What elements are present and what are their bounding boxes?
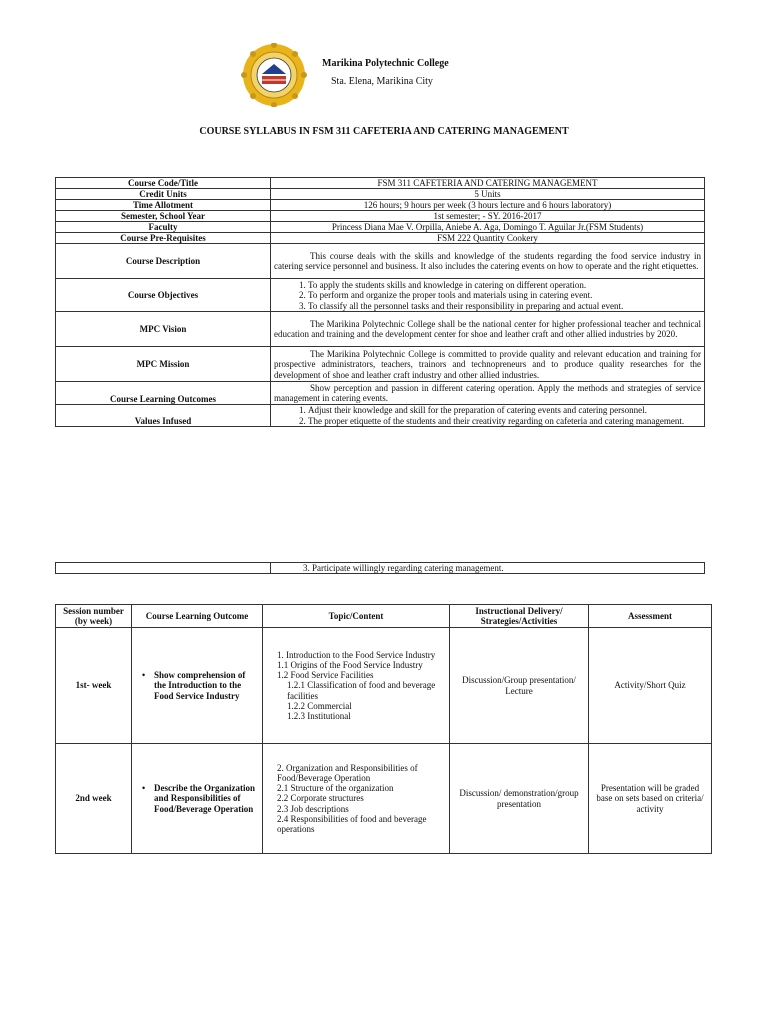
info-row-vision [56, 312, 705, 347]
vision-text: The Marikina Polytechnic College shall be the national center for higher professional teacher and technical education and training and the development center for shoe and leather craft and other allied industries by 2020. [274, 319, 701, 340]
table-row [56, 628, 712, 744]
outcome-text: Show comprehension of the Introduction to the Food Service Industry [154, 670, 246, 701]
page-title: COURSE SYLLABUS IN FSM 311 CAFETERIA AND CATERING MANAGEMENT [199, 126, 569, 137]
info-row-values [56, 405, 705, 426]
topic-line: 2.4 Responsibilities of food and beverage operations [277, 813, 427, 834]
semester-label: Semester, School Year [56, 211, 271, 222]
bullet-icon: • [142, 783, 146, 794]
course-code-value: FSM 311 CAFETERIA AND CATERING MANAGEMENT [271, 178, 705, 189]
topic-line: 2.2 Corporate structures [277, 793, 364, 804]
values-continued-label [56, 563, 271, 574]
assessment-cell: Presentation will be graded base on sets based on criteria/ activity [589, 744, 712, 854]
time-allotment-label: Time Allotment [56, 200, 271, 211]
value-item: 1. Adjust their knowledge and skill for the preparation of catering events and catering personnel. [308, 405, 701, 415]
info-row-course-code [56, 178, 705, 189]
bullet-icon: • [142, 670, 146, 681]
info-row-outcomes [56, 382, 705, 405]
objective-item: 2. To perform and organize the proper tools and materials using in catering event. [308, 290, 701, 300]
topic-line: 1.1 Origins of the Food Service Industry [277, 660, 423, 671]
values-label: Values Infused [56, 405, 271, 426]
values-value [271, 405, 705, 426]
outcome-cell [132, 628, 263, 744]
description-label: Course Description [56, 244, 271, 279]
mission-value [271, 347, 705, 382]
vision-value [271, 312, 705, 347]
schedule-header-row [56, 605, 712, 628]
header-delivery: Instructional Delivery/ Strategies/Activities [450, 605, 589, 628]
value-item: 2. The proper etiquette of the students and their creativity regarding on cafeteria and catering management. [308, 416, 701, 426]
topic-line: 1. Introduction to the Food Service Industry [277, 650, 436, 661]
topic-line: 1.2 Food Service Facilities [277, 670, 374, 681]
prerequisites-value: FSM 222 Quantity Cookery [271, 233, 705, 244]
info-row-time [56, 200, 705, 211]
objectives-value [271, 279, 705, 312]
topic-line: 1.2.1 Classification of food and beverage facilities [287, 680, 436, 701]
info-row-objectives [56, 279, 705, 312]
credit-units-label: Credit Units [56, 189, 271, 200]
college-name: Marikina Polytechnic College [322, 58, 449, 69]
header-outcome: Course Learning Outcome [132, 605, 263, 628]
mission-text: The Marikina Polytechnic College is committed to provide quality and relevant education and training for prospective administrators, teachers, trainors and technopreneurs and to produce quality researches for the development of shoe and leather craft industry and other allied industries. [274, 349, 701, 380]
description-text: This course deals with the skills and knowledge of the students regarding the food service industry in catering service personnel and business. It also includes the catering events on how to operate and the right etiquettes. [274, 251, 701, 272]
outcome-cell [132, 744, 263, 854]
credit-units-value: 5 Units [271, 189, 705, 200]
weekly-schedule-table [55, 604, 712, 854]
info-row-prereq [56, 233, 705, 244]
topic-line: 2.3 Job descriptions [277, 803, 349, 814]
values-continued-value: 3. Participate willingly regarding catering management. [271, 563, 705, 574]
faculty-value: Princess Diana Mae V. Orpilla, Aniebe A. Aga, Domingo T. Aguilar Jr.(FSM Students) [271, 222, 705, 233]
topic-cell [263, 628, 450, 744]
prerequisites-label: Course Pre-Requisites [56, 233, 271, 244]
table-row [56, 744, 712, 854]
course-code-label: Course Code/Title [56, 178, 271, 189]
info-row-semester [56, 211, 705, 222]
time-allotment-value: 126 hours; 9 hours per week (3 hours lecture and 6 hours laboratory) [271, 200, 705, 211]
values-continued-row [56, 563, 705, 574]
vision-label: MPC Vision [56, 312, 271, 347]
info-row-faculty [56, 222, 705, 233]
header-assessment: Assessment [589, 605, 712, 628]
semester-value: 1st semester; - SY. 2016-2017 [271, 211, 705, 222]
outcomes-text: Show perception and passion in different catering operation. Apply the methods and strategies of service management in catering events. [274, 383, 701, 404]
week-cell: 2nd week [56, 744, 132, 854]
header-session: Session number (by week) [56, 605, 132, 628]
topic-line: 1.2.3 Institutional [287, 710, 351, 721]
info-row-mission [56, 347, 705, 382]
faculty-label: Faculty [56, 222, 271, 233]
delivery-cell: Discussion/Group presentation/ Lecture [450, 628, 589, 744]
description-value [271, 244, 705, 279]
objective-item: 1. To apply the students skills and knowledge in catering on different operation. [308, 280, 701, 290]
topic-line: 2. Organization and Responsibilities of Food/Beverage Operation [277, 763, 418, 784]
objective-item: 3. To classify all the personnel tasks and their responsibility in preparing and actual event. [308, 301, 701, 311]
outcome-text: Describe the Organization and Responsibilities of Food/Beverage Operation [154, 783, 255, 814]
delivery-cell: Discussion/ demonstration/group presentation [450, 744, 589, 854]
outcomes-label: Course Learning Outcomes [56, 382, 271, 405]
topic-line: 1.2.2 Commercial [287, 700, 352, 711]
objectives-label: Course Objectives [56, 279, 271, 312]
header-topic: Topic/Content [263, 605, 450, 628]
topic-cell [263, 744, 450, 854]
week-cell: 1st- week [56, 628, 132, 744]
topic-line: 2.1 Structure of the organization [277, 783, 394, 794]
mission-label: MPC Mission [56, 347, 271, 382]
info-row-description [56, 244, 705, 279]
assessment-cell: Activity/Short Quiz [589, 628, 712, 744]
course-info-table [55, 177, 705, 427]
values-continued-table [55, 562, 705, 574]
info-row-credit-units [56, 189, 705, 200]
college-address: Sta. Elena, Marikina City [331, 76, 433, 87]
outcomes-value [271, 382, 705, 405]
college-seal-icon [241, 43, 307, 107]
